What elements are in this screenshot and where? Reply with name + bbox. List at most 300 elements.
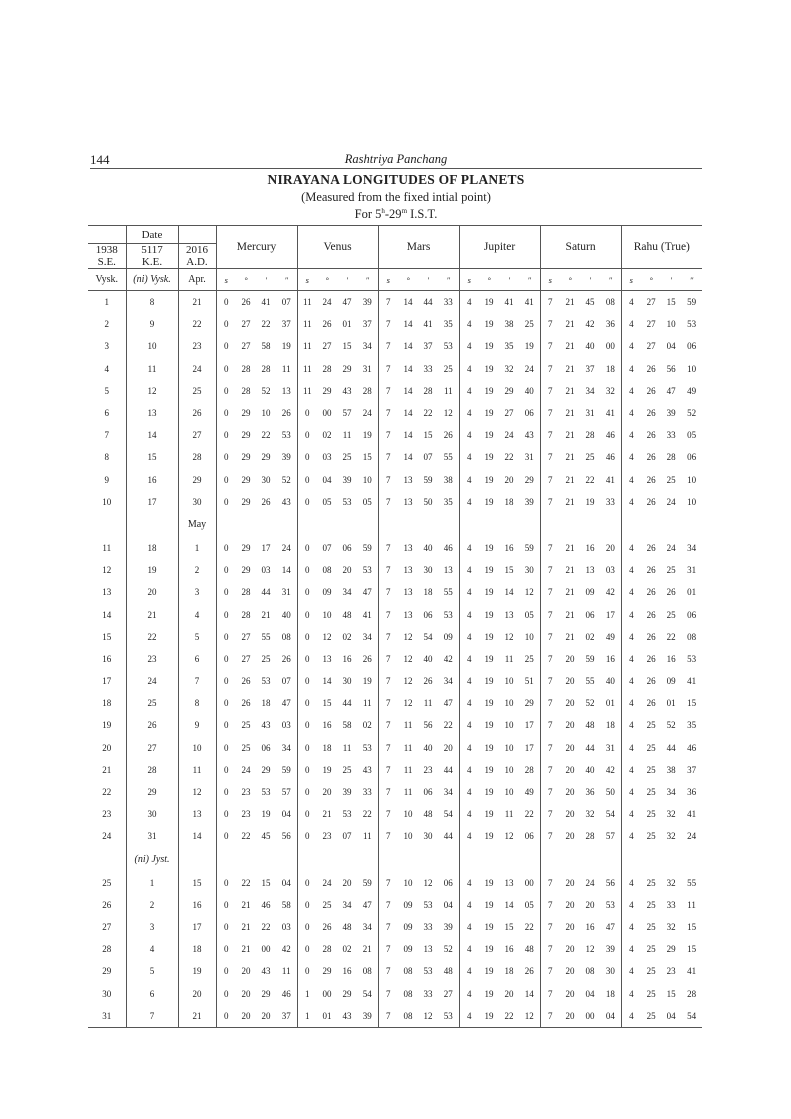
longitude-value: 0 (297, 759, 317, 781)
ad-day: 8 (178, 692, 216, 714)
longitude-value: 26 (646, 698, 656, 709)
longitude-value: 43 (342, 385, 352, 396)
longitude-value: 55 (443, 587, 453, 598)
longitude-value: 4 (459, 380, 479, 402)
longitude-value: 7 (540, 938, 560, 960)
longitude-value: 09 (403, 921, 413, 932)
longitude-value: 44 (443, 764, 453, 775)
longitude-value: 4 (621, 358, 641, 380)
longitude-value: 0 (216, 358, 236, 380)
longitude-value: 09 (443, 631, 453, 642)
longitude-value: 53 (281, 430, 291, 441)
longitude-value: 30 (342, 676, 352, 687)
unit-label: s (621, 269, 641, 291)
ad-day: 21 (178, 291, 216, 314)
longitude-value: 49 (605, 631, 615, 642)
longitude-value: 17 (524, 742, 534, 753)
longitude-value: 4 (621, 603, 641, 625)
planet-saturn: Saturn (540, 226, 621, 269)
longitude-value: 45 (585, 297, 595, 308)
unit-label: s (378, 269, 398, 291)
longitude-value: 39 (281, 452, 291, 463)
longitude-value: 06 (423, 609, 433, 620)
longitude-value: 7 (540, 446, 560, 468)
longitude-value: 17 (261, 542, 271, 553)
longitude-value: 21 (565, 319, 575, 330)
se-day: 20 (102, 742, 112, 753)
unit-label: ′ (346, 274, 348, 285)
longitude-value: 0 (216, 402, 236, 424)
longitude-value: 25 (666, 565, 676, 576)
longitude-value: 4 (459, 358, 479, 380)
ke-day: 21 (126, 603, 178, 625)
ke-day: 5 (126, 960, 178, 982)
longitude-value: 19 (484, 474, 494, 485)
unit-label: ″ (446, 274, 451, 285)
longitude-value: 26 (646, 653, 656, 664)
longitude-value: 20 (261, 1010, 271, 1021)
ad-day: 6 (178, 648, 216, 670)
se-day: 27 (102, 921, 112, 932)
longitude-value: 15 (362, 452, 372, 463)
longitude-value: 0 (216, 648, 236, 670)
se-day: 31 (102, 1010, 112, 1021)
longitude-value: 15 (504, 921, 514, 932)
ke-day: 30 (126, 803, 178, 825)
longitude-value: 14 (524, 988, 534, 999)
longitude-value: 27 (241, 319, 251, 330)
longitude-value: 4 (459, 581, 479, 603)
longitude-value: 12 (322, 631, 332, 642)
longitude-value: 21 (362, 944, 372, 955)
longitude-value: 0 (297, 446, 317, 468)
longitude-value: 14 (504, 587, 514, 598)
longitude-value: 06 (585, 609, 595, 620)
longitude-value: 0 (297, 537, 317, 559)
ad-day: 23 (178, 335, 216, 357)
longitude-value: 33 (605, 496, 615, 507)
longitude-value: 15 (666, 297, 676, 308)
longitude-value: 26 (646, 474, 656, 485)
longitude-value: 7 (378, 380, 398, 402)
longitude-value: 14 (403, 385, 413, 396)
longitude-value: 55 (585, 676, 595, 687)
longitude-value: 09 (585, 587, 595, 598)
longitude-value: 53 (605, 899, 615, 910)
longitude-value: 39 (524, 496, 534, 507)
longitude-value: 24 (281, 542, 291, 553)
longitude-value: 25 (322, 899, 332, 910)
longitude-value: 07 (281, 676, 291, 687)
se-day: 15 (102, 631, 112, 642)
longitude-value: 20 (565, 653, 575, 664)
longitude-value: 53 (261, 787, 271, 798)
longitude-value: 28 (423, 385, 433, 396)
se-day: 16 (102, 653, 112, 664)
longitude-value: 37 (281, 319, 291, 330)
longitude-value: 28 (241, 385, 251, 396)
longitude-value: 10 (687, 474, 697, 485)
longitude-value: 7 (540, 894, 560, 916)
longitude-value: 0 (216, 313, 236, 335)
longitude-value: 03 (261, 565, 271, 576)
longitude-value: 4 (459, 626, 479, 648)
longitude-value: 20 (565, 966, 575, 977)
se-day: 7 (104, 430, 109, 441)
longitude-value: 12 (423, 877, 433, 888)
longitude-value: 26 (241, 297, 251, 308)
ad-day: 22 (178, 313, 216, 335)
longitude-value: 19 (484, 944, 494, 955)
longitude-value: 05 (524, 899, 534, 910)
ad-day: 26 (178, 402, 216, 424)
longitude-value: 4 (459, 960, 479, 982)
longitude-value: 31 (281, 587, 291, 598)
longitude-value: 0 (216, 603, 236, 625)
longitude-value: 43 (261, 720, 271, 731)
longitude-value: 25 (646, 809, 656, 820)
longitude-value: 59 (362, 877, 372, 888)
longitude-value: 00 (322, 988, 332, 999)
longitude-value: 7 (378, 803, 398, 825)
longitude-value: 0 (297, 581, 317, 603)
longitude-value: 14 (504, 899, 514, 910)
longitude-value: 21 (241, 899, 251, 910)
longitude-value: 24 (322, 877, 332, 888)
longitude-value: 45 (261, 831, 271, 842)
longitude-value: 20 (565, 921, 575, 932)
se-day: 9 (104, 474, 109, 485)
longitude-value: 7 (540, 982, 560, 1004)
ke-day: 6 (126, 982, 178, 1004)
longitude-value: 4 (621, 737, 641, 759)
longitude-value: 19 (484, 809, 494, 820)
longitude-value: 04 (281, 809, 291, 820)
longitude-value: 0 (297, 491, 317, 513)
longitude-value: 59 (687, 297, 697, 308)
longitude-value: 27 (646, 297, 656, 308)
longitude-value: 7 (378, 781, 398, 803)
longitude-value: 7 (378, 737, 398, 759)
table-row (88, 537, 702, 559)
longitude-value: 04 (585, 988, 595, 999)
longitude-value: 13 (403, 587, 413, 598)
longitude-value: 4 (621, 803, 641, 825)
longitude-value: 13 (443, 565, 453, 576)
longitude-value: 19 (484, 542, 494, 553)
longitude-value: 23 (666, 966, 676, 977)
longitude-value: 11 (362, 831, 372, 842)
ke-day: 27 (126, 737, 178, 759)
longitude-value: 19 (484, 988, 494, 999)
longitude-value: 39 (443, 921, 453, 932)
unit-label: ° (568, 274, 572, 285)
longitude-value: 19 (484, 587, 494, 598)
planet-venus: Venus (297, 226, 378, 269)
longitude-value: 31 (605, 742, 615, 753)
longitude-value: 55 (687, 877, 697, 888)
ad-day: 11 (178, 759, 216, 781)
longitude-value: 55 (261, 631, 271, 642)
longitude-value: 4 (621, 446, 641, 468)
longitude-value: 07 (423, 452, 433, 463)
table-row (88, 291, 702, 314)
longitude-value: 29 (241, 430, 251, 441)
longitude-value: 26 (646, 363, 656, 374)
longitude-value: 19 (484, 899, 494, 910)
longitude-value: 4 (621, 872, 641, 894)
longitude-value: 10 (687, 496, 697, 507)
longitude-value: 59 (585, 653, 595, 664)
longitude-value: 10 (687, 363, 697, 374)
longitude-value: 33 (362, 787, 372, 798)
longitude-value: 13 (403, 565, 413, 576)
ke-day: 13 (126, 402, 178, 424)
longitude-value: 4 (459, 313, 479, 335)
longitude-value: 10 (524, 631, 534, 642)
longitude-value: 4 (459, 402, 479, 424)
longitude-value: 11 (687, 899, 696, 910)
longitude-value: 31 (585, 408, 595, 419)
longitude-value: 25 (443, 363, 453, 374)
month-break-label: (ni) Jyst. (126, 848, 178, 872)
longitude-value: 28 (585, 430, 595, 441)
longitude-value: 26 (423, 676, 433, 687)
table-row (88, 424, 702, 446)
longitude-value: 41 (687, 966, 697, 977)
longitude-value: 7 (378, 424, 398, 446)
longitude-value: 08 (585, 966, 595, 977)
longitude-value: 46 (605, 452, 615, 463)
longitude-value: 06 (687, 452, 697, 463)
longitude-value: 26 (322, 319, 332, 330)
longitude-value: 11 (403, 720, 413, 731)
longitude-value: 7 (540, 603, 560, 625)
longitude-value: 03 (281, 720, 291, 731)
se-day: 18 (102, 698, 112, 709)
longitude-value: 06 (342, 542, 352, 553)
table-row (88, 938, 702, 960)
longitude-value: 10 (362, 474, 372, 485)
longitude-value: 27 (241, 341, 251, 352)
longitude-value: 7 (540, 960, 560, 982)
longitude-value: 4 (459, 825, 479, 847)
longitude-value: 18 (322, 742, 332, 753)
longitude-value: 0 (297, 938, 317, 960)
table-row (88, 1005, 702, 1028)
longitude-value: 0 (297, 402, 317, 424)
longitude-value: 10 (504, 742, 514, 753)
longitude-value: 38 (504, 319, 514, 330)
table-row (88, 358, 702, 380)
longitude-value: 52 (281, 474, 291, 485)
longitude-value: 19 (484, 609, 494, 620)
longitude-value: 14 (403, 408, 413, 419)
longitude-value: 07 (342, 831, 352, 842)
longitude-value: 28 (241, 587, 251, 598)
table-row (88, 692, 702, 714)
table-row (88, 872, 702, 894)
ad-day: 18 (178, 938, 216, 960)
longitude-value: 0 (216, 335, 236, 357)
longitude-value: 02 (342, 631, 352, 642)
longitude-value: 0 (216, 982, 236, 1004)
ke-day: 26 (126, 714, 178, 736)
longitude-value: 12 (403, 631, 413, 642)
month-break-label: May (178, 513, 216, 537)
longitude-value: 19 (484, 653, 494, 664)
longitude-value: 14 (403, 430, 413, 441)
longitude-value: 13 (403, 496, 413, 507)
longitude-value: 30 (423, 831, 433, 842)
ad-day: 10 (178, 737, 216, 759)
longitude-value: 29 (241, 565, 251, 576)
ad-day: 30 (178, 491, 216, 513)
longitude-value: 21 (565, 609, 575, 620)
longitude-value: 01 (666, 698, 676, 709)
longitude-value: 18 (504, 966, 514, 977)
longitude-value: 4 (459, 872, 479, 894)
longitude-value: 40 (585, 341, 595, 352)
unit-label: ′ (589, 274, 591, 285)
time-note: For 5$^h$-29$^m$ I.S.T. (354, 207, 438, 222)
longitude-value: 14 (403, 319, 413, 330)
longitude-value: 13 (585, 565, 595, 576)
longitude-value: 1 (297, 982, 317, 1004)
longitude-value: 47 (342, 297, 352, 308)
longitude-value: 0 (297, 559, 317, 581)
longitude-value: 48 (443, 966, 453, 977)
longitude-value: 04 (666, 1010, 676, 1021)
longitude-value: 16 (605, 653, 615, 664)
longitude-value: 19 (484, 430, 494, 441)
longitude-value: 20 (565, 899, 575, 910)
planet-mars: Mars (378, 226, 459, 269)
longitude-value: 33 (666, 899, 676, 910)
longitude-value: 21 (261, 609, 271, 620)
longitude-value: 14 (403, 452, 413, 463)
longitude-value: 02 (585, 631, 595, 642)
longitude-value: 48 (524, 944, 534, 955)
longitude-value: 26 (241, 676, 251, 687)
longitude-value: 0 (216, 872, 236, 894)
longitude-value: 7 (540, 402, 560, 424)
longitude-value: 31 (524, 452, 534, 463)
longitude-value: 0 (216, 626, 236, 648)
longitude-value: 20 (565, 1010, 575, 1021)
longitude-value: 51 (524, 676, 534, 687)
longitude-value: 4 (459, 537, 479, 559)
unit-label: ° (406, 274, 410, 285)
longitude-value: 11 (403, 787, 413, 798)
ad-day: 19 (178, 960, 216, 982)
longitude-value: 21 (565, 385, 575, 396)
ke-label: K.E. (126, 256, 178, 269)
longitude-value: 02 (342, 944, 352, 955)
longitude-value: 0 (216, 737, 236, 759)
longitude-value: 43 (362, 764, 372, 775)
longitude-value: 12 (403, 653, 413, 664)
longitude-value: 7 (540, 335, 560, 357)
longitude-value: 34 (585, 385, 595, 396)
longitude-value: 21 (565, 452, 575, 463)
unit-label: ′ (670, 274, 672, 285)
unit-label: s (459, 269, 479, 291)
longitude-value: 26 (646, 430, 656, 441)
longitude-value: 0 (216, 916, 236, 938)
longitude-value: 7 (378, 559, 398, 581)
longitude-value: 00 (322, 408, 332, 419)
longitude-value: 26 (646, 676, 656, 687)
table-row (88, 335, 702, 357)
longitude-value: 27 (504, 408, 514, 419)
page-title: NIRAYANA LONGITUDES OF PLANETS (267, 172, 525, 187)
longitude-value: 42 (605, 764, 615, 775)
unit-label: ′ (265, 274, 267, 285)
longitude-value: 29 (241, 496, 251, 507)
ad-day: 15 (178, 872, 216, 894)
longitude-value: 04 (281, 877, 291, 888)
longitude-value: 0 (297, 960, 317, 982)
longitude-value: 09 (403, 899, 413, 910)
longitude-value: 40 (585, 764, 595, 775)
longitude-value: 47 (362, 587, 372, 598)
longitude-value: 11 (297, 335, 317, 357)
longitude-value: 7 (540, 648, 560, 670)
longitude-value: 0 (216, 894, 236, 916)
se-day: 5 (104, 385, 109, 396)
longitude-value: 16 (504, 542, 514, 553)
longitude-value: 11 (443, 385, 453, 396)
longitude-value: 19 (362, 676, 372, 687)
longitude-value: 7 (378, 670, 398, 692)
longitude-value: 05 (362, 496, 372, 507)
se-day: 14 (102, 609, 112, 620)
longitude-value: 4 (459, 670, 479, 692)
longitude-value: 26 (646, 565, 656, 576)
table-row (88, 446, 702, 468)
table-row (88, 581, 702, 603)
longitude-value: 29 (504, 385, 514, 396)
longitude-value: 52 (666, 720, 676, 731)
longitude-value: 29 (524, 474, 534, 485)
longitude-value: 25 (524, 653, 534, 664)
longitude-value: 7 (540, 380, 560, 402)
longitude-value: 20 (241, 988, 251, 999)
longitude-value: 33 (423, 363, 433, 374)
longitude-value: 02 (362, 720, 372, 731)
se-day: 4 (104, 363, 109, 374)
longitude-value: 16 (504, 944, 514, 955)
ad-day: 28 (178, 446, 216, 468)
longitude-value: 16 (342, 966, 352, 977)
longitude-value: 12 (403, 698, 413, 709)
longitude-value: 40 (281, 609, 291, 620)
longitude-value: 57 (281, 787, 291, 798)
longitude-value: 09 (403, 944, 413, 955)
longitude-value: 35 (443, 496, 453, 507)
table-row (88, 759, 702, 781)
longitude-value: 26 (524, 966, 534, 977)
longitude-value: 12 (504, 631, 514, 642)
longitude-value: 19 (484, 452, 494, 463)
longitude-value: 7 (378, 714, 398, 736)
ke-day: 20 (126, 581, 178, 603)
table-row (88, 469, 702, 491)
unit-label: ° (487, 274, 491, 285)
longitude-value: 50 (605, 787, 615, 798)
ad-day: 5 (178, 626, 216, 648)
